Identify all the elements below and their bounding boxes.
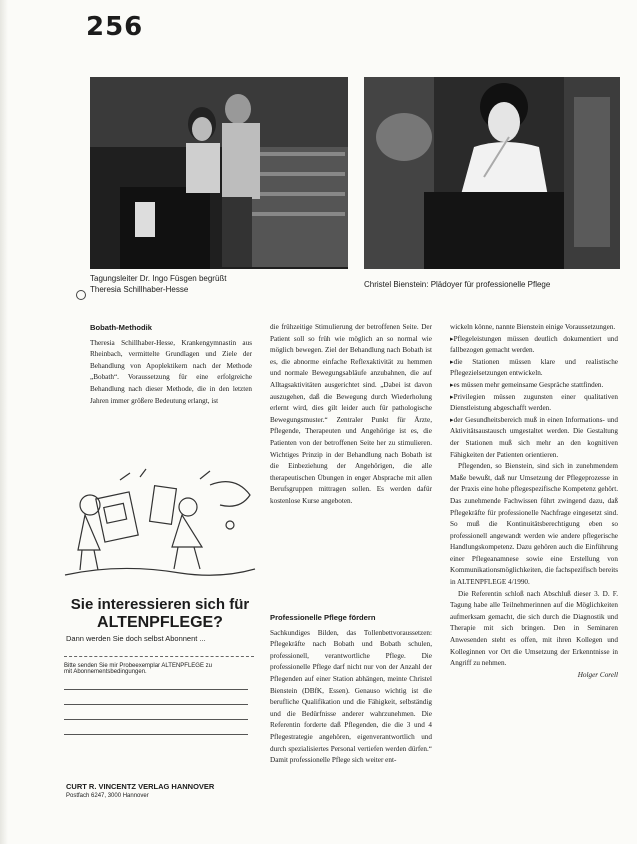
ad-publisher: CURT R. VINCENTZ VERLAG HANNOVER bbox=[66, 782, 215, 791]
photo-left-caption bbox=[90, 273, 350, 295]
photo-left-caption-line2: Theresia Schillhaber-Hesse bbox=[90, 285, 189, 294]
page-number: 256 bbox=[86, 12, 144, 42]
binder-hole-icon bbox=[76, 290, 86, 300]
ad-publisher-address: Postfach 6247, 3000 Hannover bbox=[66, 793, 149, 799]
section-heading-professional-care: Professionelle Pflege fördern bbox=[270, 613, 376, 622]
column-3-intro: wickeln könne, nannte Bienstein einige Voraussetzungen. bbox=[450, 323, 616, 331]
column-3-text-2: Die Referentin schloß nach Abschluß dieser 3. D. F. Tagung habe alle Teilnehmerinnen auf die Möglichkeiten aufmerksam gemacht, die sich durch die Diagnostik und Therapie mit sich bringen. Den in Seminaren Anwesenden steht es offen, mit ihren Kollegen und Kolleginnen vor Ort die Umsetzung der Erkenntnisse in Angriff zu nehmen. bbox=[450, 589, 618, 668]
bullet-item: ▸ die Stationen müssen klare und realistische Pflegezielsetzungen entwickeln. bbox=[450, 357, 618, 380]
column-1 bbox=[90, 322, 252, 407]
section-heading-bobath: Bobath-Methodik bbox=[90, 323, 153, 332]
column-1-text: Theresia Schillhaber-Hesse, Krankengymnastin aus Rheinbach, vermittelte Grundlagen und Ziele der Behandlung von Apoplektikern nach der Methode „Bobath“. Voraussetzung für eine erfolgreiche Behandlung nach dieser Methode, die in den letzten Jahren immer größere Bedeutung erlangt, ist bbox=[90, 338, 252, 405]
coupon-line-street[interactable] bbox=[64, 704, 248, 705]
photo-speaker-and-host bbox=[90, 77, 348, 269]
column-2-section bbox=[270, 612, 432, 767]
ad-coupon[interactable] bbox=[64, 656, 254, 771]
column-2-section-text: Sachkundiges Bilden, das Tollenbettvoraussetzen: Pflegekräfte nach Bobath und Bobath schulen, professionell, verantwortliche Pflege. Die professionelle Pflege darf nicht nur von der Anzahl der Pflegenden auf einer Station abhängen, meinte Christel Bienstein (DBfK, Essen). Genauso wichtig ist die berufliche Qualifikation und die Fähigkeit, selbständig und die Bedürfnisse anderer wahrzunehmen. Die Referentin forderte daß Pflegenden, die die 3 und 4 Pflegestrategie angehören, eigenverantwortlich und durch spezialisiertes Personal vertiefen werden dürfen.“ Damit professionelle Pflege sich weiter ent- bbox=[270, 628, 432, 765]
ad-coupon-text: Bitte senden Sie mir Probeexemplar ALTENPFLEGE zu bbox=[64, 663, 212, 669]
column-3-text: Pflegenden, so Bienstein, sind sich in zunehmendem Maße bewußt, daß nur Umsetzung der Pflegeprozesse in der Praxis eine hohe pflegespezifische Kompetenz gehört. Das zunehmende Fachwissen führt zwingend dazu, daß Pflegekräfte für professionelle Nachfrage eingesetzt sind. So muß die Kontinuitätsberechtigung eben so professionell angewandt werden wie andere pflegerische Handlungskompetenz. Dazu gehören auch die Einführung einer Pflegeanamnese sowie eine Erstellung von Kommunikationsmöglichkeiten, die fachspezifisch bereits in ALTENPFLEGE 4/1990. bbox=[450, 462, 618, 587]
ad-call-to-action: Dann werden Sie doch selbst Abonnent ... bbox=[66, 634, 206, 643]
ad-cartoon-image bbox=[60, 465, 260, 585]
bullet-item: ▸ Pflegeleistungen müssen deutlich dokumentiert und fallbezogen gemacht werden. bbox=[450, 334, 618, 357]
coupon-line-signature[interactable] bbox=[64, 734, 248, 735]
coupon-line-city[interactable] bbox=[64, 719, 248, 720]
bullet-item: ▸ es müssen mehr gemeinsame Gespräche stattfinden. bbox=[450, 380, 618, 392]
ad-illustration bbox=[60, 465, 260, 585]
page-edge bbox=[0, 0, 8, 844]
column-3 bbox=[450, 322, 618, 681]
photo-left-image bbox=[90, 77, 348, 269]
author-signature: Holger Corell bbox=[577, 670, 618, 679]
bullet-item: ▸ Privilegien müssen zugunsten einer qualitativen Dienstleistung abgeschafft werden. bbox=[450, 392, 618, 415]
coupon-line-name[interactable] bbox=[64, 689, 248, 690]
photo-left-caption-line1: Tagungsleiter Dr. Ingo Füsgen begrüßt bbox=[90, 274, 227, 283]
ad-subheadline: ALTENPFLEGE? bbox=[97, 614, 223, 631]
ad-headline: Sie interessieren sich für bbox=[70, 596, 250, 613]
ad-coupon-text-2: mit Abonnementsbedingungen. bbox=[64, 669, 147, 675]
photo-right-caption: Christel Bienstein: Plädoyer für professionelle Pflege bbox=[364, 280, 551, 289]
photo-speaker-podium bbox=[364, 77, 620, 269]
photo-right-image bbox=[364, 77, 620, 269]
column-2 bbox=[270, 322, 432, 508]
bullet-item: ▸ der Gesundheitsbereich muß in einen Informations- und Aktivitätsaustausch umgestaltet werden. Die Gestaltung der Stationen muß sich mehr an den kognitiven Fähigkeiten der Patienten orientieren. bbox=[450, 415, 618, 461]
column-2-text: die frühzeitige Stimulierung der betroffenen Seite. Der Patient soll so früh wie möglich an so normal wie möglich bewegen. Ziel der Behandlung nach Bobath ist es, die abnorme einfache Reflexaktivität zu hemmen und normale Bewegungsabläufe anzubahnen, die auf Alltagsaktivitäten ausgerichtet sind. „Dabei ist davon auszugehen, daß die Bewegung durch Wiederholung erlernt wird, dies gilt leider auch für pathologische Bewegungsmuster.“ Zentraler Punkt für Ärzte, Pflegende, Therapeuten und Angehörige ist es, die Patienten von der betroffenen Seite her zu stimulieren. Wichtiges Prinzip in der Behandlung nach Bobath ist die Einbeziehung der Angehörigen, die alle therapeutischen Übungen in enger Absprache mit allen Berufsgruppen mittragen sollen. Es werden dafür kostenlose Kurse angeboten. bbox=[270, 323, 432, 505]
